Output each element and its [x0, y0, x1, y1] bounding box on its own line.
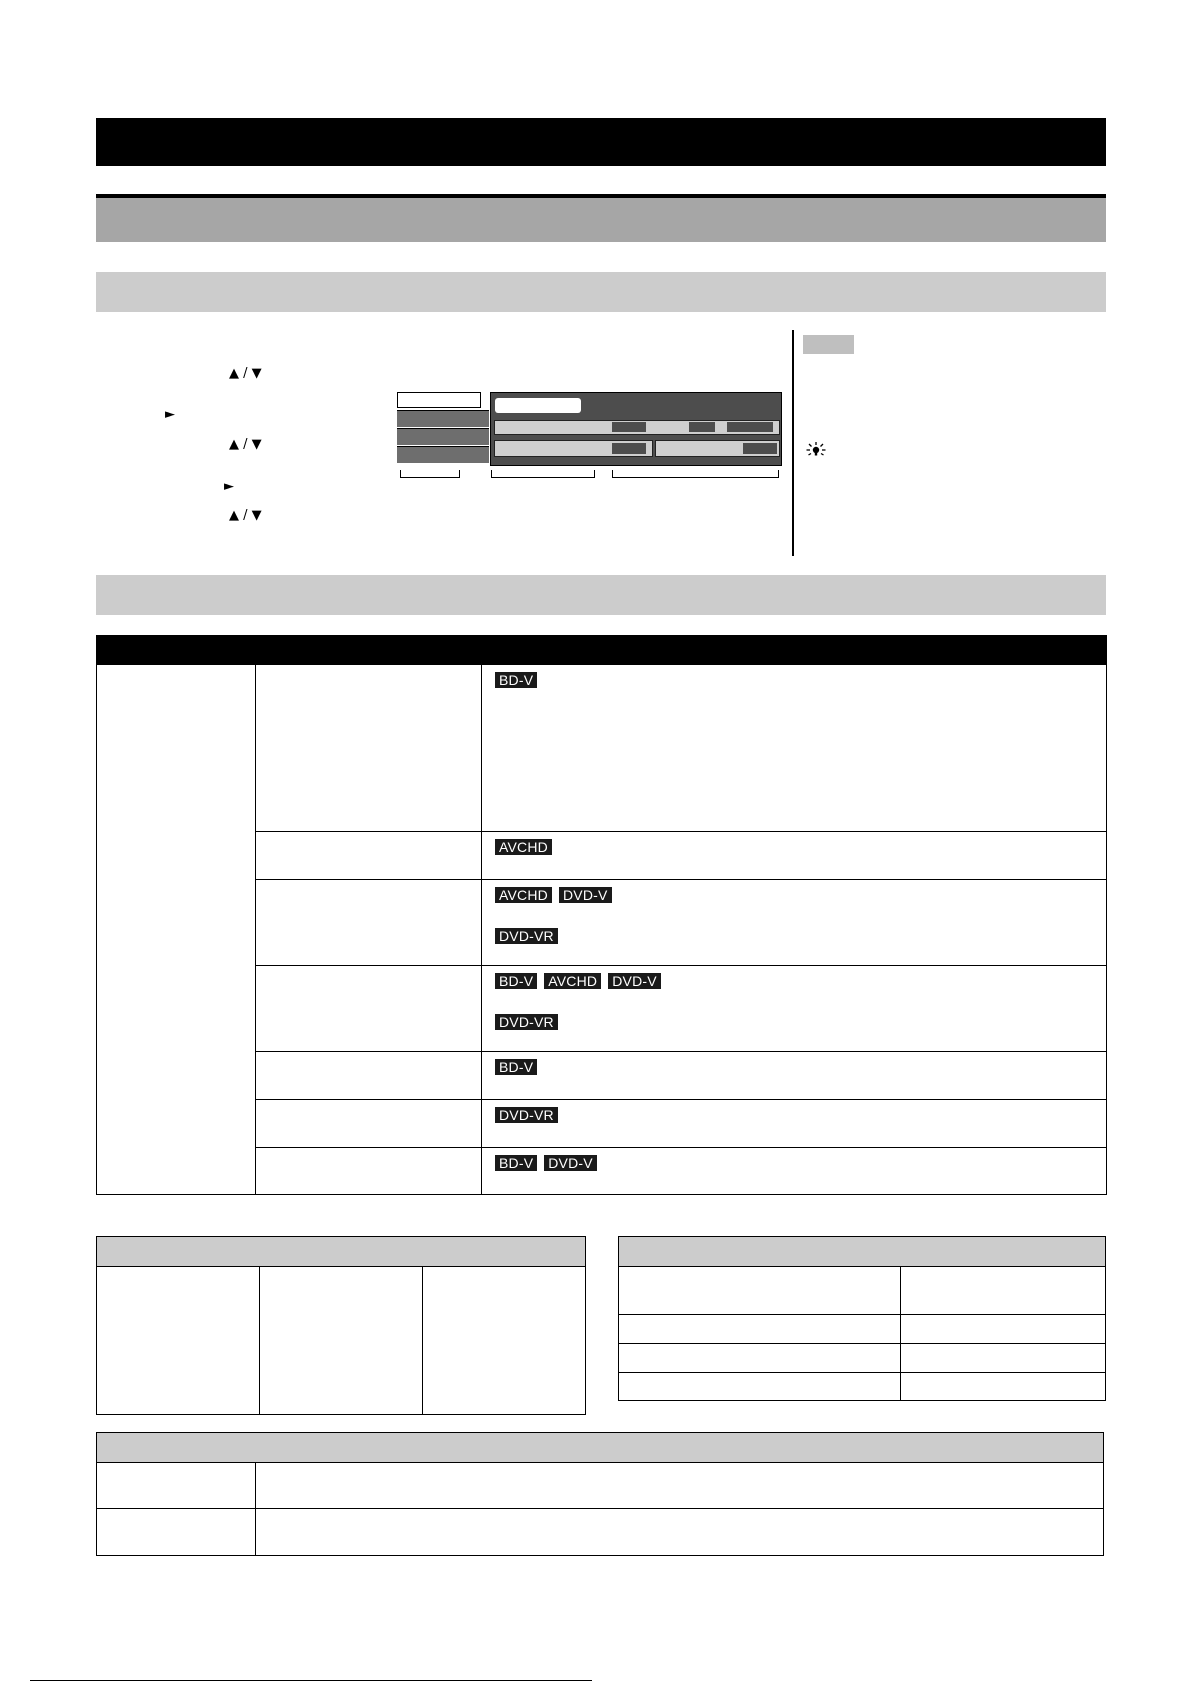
disc-badge: AVCHD: [544, 973, 601, 989]
osd-value-box: [689, 422, 715, 432]
table-cell-menu: [97, 665, 256, 1195]
table-cell: [256, 1463, 1104, 1509]
table-cell: [901, 1344, 1106, 1373]
table-cell: [619, 1344, 901, 1373]
osd-menu-tab: [397, 428, 489, 445]
menu-settings-table: [96, 635, 1107, 1195]
column-divider: [792, 330, 794, 556]
table-cell-item: [256, 1100, 482, 1148]
table-cell-item: [256, 665, 482, 832]
osd-menu-tab-selected: [397, 392, 481, 408]
table-row: [97, 1509, 1104, 1556]
osd-bracket-item: [491, 470, 595, 478]
tip-lightbulb-icon: [805, 441, 827, 459]
table-row: [97, 665, 1107, 832]
table-header-cell: [97, 1433, 1104, 1463]
up-down-arrow-icon: ▲ / ▼: [229, 437, 262, 452]
table-cell-settings: [482, 1148, 1107, 1195]
table-cell-item: [256, 832, 482, 880]
footer-rule: [30, 1680, 592, 1681]
up-down-arrow-icon: ▲ / ▼: [229, 508, 262, 523]
table-header-cell: [482, 636, 1107, 665]
osd-row: [494, 420, 780, 435]
table-row: [619, 1373, 1106, 1401]
table-cell-item: [256, 880, 482, 966]
table-header-row: [97, 636, 1107, 665]
table-header-row: [97, 1237, 586, 1267]
table-cell-settings: [482, 832, 1107, 880]
osd-value-box: [727, 422, 773, 432]
disc-badge: AVCHD: [495, 839, 552, 855]
osd-bracket-menu: [400, 470, 460, 478]
disc-badge: DVD-V: [544, 1155, 597, 1171]
section-title-bar: [96, 194, 1106, 242]
disc-badge: DVD-VR: [495, 1107, 558, 1123]
table-header-cell: [256, 636, 482, 665]
table-row: [97, 1267, 586, 1415]
osd-row: [494, 440, 653, 457]
table-cell: [260, 1267, 423, 1415]
info-table-left: [96, 1236, 586, 1415]
table-header-cell: [619, 1237, 1106, 1267]
osd-menu-tab: [397, 446, 489, 463]
table-cell: [619, 1373, 901, 1401]
up-down-arrow-icon: ▲ / ▼: [229, 366, 262, 381]
table-cell-item: [256, 1148, 482, 1195]
osd-value-box: [612, 422, 646, 432]
table-header-cell: [97, 636, 256, 665]
table-cell-item: [256, 966, 482, 1052]
disc-badge: AVCHD: [495, 887, 552, 903]
osd-panel-title-tab: [495, 398, 581, 413]
table-cell-settings: [482, 1052, 1107, 1100]
table-row: [619, 1344, 1106, 1373]
disc-badge: DVD-VR: [495, 928, 558, 944]
info-table-right: [618, 1236, 1106, 1401]
table-cell-settings: [482, 966, 1107, 1052]
disc-badge: BD-V: [495, 672, 537, 688]
info-table-bottom: [96, 1432, 1104, 1556]
subsection-bar-menu-list: [96, 575, 1106, 615]
disc-badge: DVD-VR: [495, 1014, 558, 1030]
table-cell: [97, 1509, 256, 1556]
table-header-row: [97, 1433, 1104, 1463]
table-cell-settings: [482, 880, 1107, 966]
osd-panel: [490, 392, 782, 466]
table-cell: [619, 1315, 901, 1344]
table-header-cell: [97, 1237, 586, 1267]
table-cell: [97, 1463, 256, 1509]
disc-badge: BD-V: [495, 1155, 537, 1171]
table-cell: [256, 1509, 1104, 1556]
disc-badge: BD-V: [495, 973, 537, 989]
page-header-bar: [96, 118, 1106, 166]
osd-menu-tab: [397, 410, 489, 427]
table-cell: [97, 1267, 260, 1415]
disc-badge: DVD-V: [608, 973, 661, 989]
disc-badge: DVD-V: [559, 887, 612, 903]
osd-value-box: [612, 443, 646, 454]
subsection-bar-operation: [96, 272, 1106, 312]
table-cell-settings: [482, 1100, 1107, 1148]
table-cell-settings: [482, 665, 1107, 832]
right-arrow-icon: ►: [224, 479, 234, 494]
note-tag: [803, 335, 854, 354]
table-cell: [901, 1267, 1106, 1315]
table-row: [97, 1463, 1104, 1509]
table-cell-item: [256, 1052, 482, 1100]
table-cell: [423, 1267, 586, 1415]
table-row: [619, 1267, 1106, 1315]
table-row: [619, 1315, 1106, 1344]
on-screen-menu-illustration: [397, 392, 785, 482]
disc-badge: BD-V: [495, 1059, 537, 1075]
osd-row: [655, 440, 780, 457]
table-cell: [619, 1267, 901, 1315]
right-arrow-icon: ►: [165, 407, 175, 422]
table-header-row: [619, 1237, 1106, 1267]
table-cell: [901, 1315, 1106, 1344]
osd-value-box: [743, 443, 777, 454]
table-cell: [901, 1373, 1106, 1401]
osd-bracket-setting: [612, 470, 779, 478]
